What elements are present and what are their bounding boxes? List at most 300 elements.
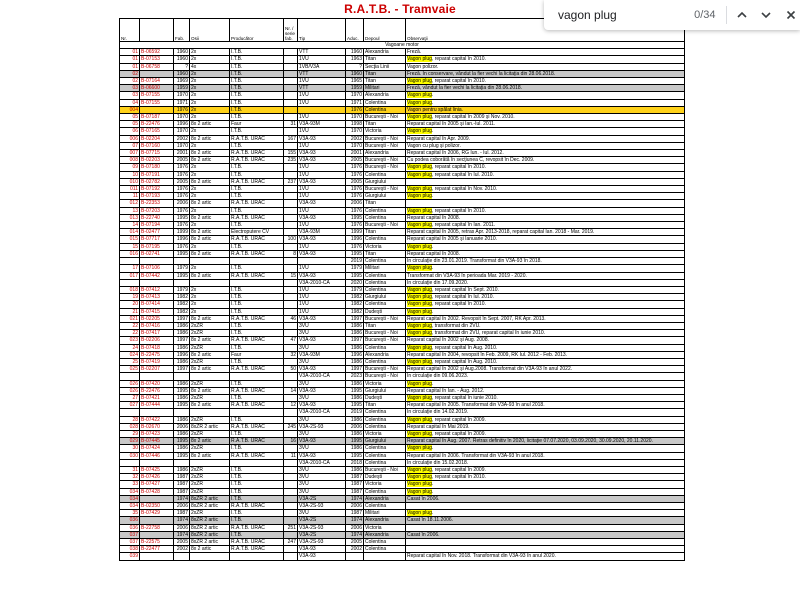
cell-depot: Alexandria	[364, 517, 406, 524]
table-row	[120, 56, 685, 63]
cell-depot: Bucureşti - Noi	[364, 466, 406, 473]
cell-axles: 2x	[190, 70, 230, 77]
table-row	[120, 438, 685, 445]
cell-year-brought: 1976	[346, 222, 364, 229]
cell-observations: Vagon plug, reparat capital în 2009.	[406, 416, 685, 423]
search-match-highlight: Vagon plug	[407, 430, 432, 437]
cell-year-brought: 1976	[346, 193, 364, 200]
cell-year-brought: 1987	[346, 488, 364, 495]
cell-year-brought: 1995	[346, 272, 364, 279]
cell-depot: Colentina	[364, 279, 406, 286]
cell-manufacturer: I.T.B.	[230, 193, 284, 200]
cell-registration-number: B-22353	[140, 200, 174, 207]
cell-manufacturer: R.A.T.B. URAC	[230, 387, 284, 394]
cell-observations: Reparat capital în Nov. 2018. Transformat din V3A-93 în anul 2020.	[406, 553, 685, 560]
cell-manufacturer: R.A.T.B. URAC	[230, 337, 284, 344]
cell-year-brought: 1959	[346, 85, 364, 92]
cell-manufacturer: R.A.T.B. URAC	[230, 539, 284, 546]
cell-manufacturer	[230, 553, 284, 560]
cell-vehicle-type: V3A-93	[298, 236, 346, 243]
cell-depot: Titan	[364, 56, 406, 63]
cell-vehicle-type: V3A-93	[298, 250, 346, 257]
cell-observations: Reparat capital în 2005 şi Ianuarie 2010.	[406, 236, 685, 243]
cell-row-number: 027	[120, 402, 140, 409]
cell-registration-number: B-07164	[140, 78, 174, 85]
cell-build-year: 1997	[174, 366, 190, 373]
cell-manufacturer: I.T.B.	[230, 394, 284, 401]
cell-vehicle-type: V3A-2S-93	[298, 503, 346, 510]
cell-build-year: 1970	[174, 92, 190, 99]
cell-vehicle-type: 3VU	[298, 330, 346, 337]
cell-observations: Casat în 2006.	[406, 531, 685, 538]
cell-manufacturer: I.T.B.	[230, 85, 284, 92]
cell-row-number: 22	[120, 330, 140, 337]
cell-registration-number: B-07192	[140, 186, 174, 193]
cell-depot: Giurgiului	[364, 178, 406, 185]
cell-row-number: 006	[120, 135, 140, 142]
cell-row-number: 33	[120, 481, 140, 488]
cell-depot: Colentina	[364, 358, 406, 365]
cell-registration-number: B-06600	[140, 85, 174, 92]
cell-vehicle-type: V3A-93	[298, 553, 346, 560]
cell-manufacturer: R.A.T.B. URAC	[230, 236, 284, 243]
cell-serial-number	[284, 171, 298, 178]
cell-row-number: 05	[120, 114, 140, 121]
cell-serial-number	[284, 445, 298, 452]
cell-depot: Dudeşti	[364, 394, 406, 401]
cell-axles: 8x 2 artic	[190, 272, 230, 279]
cell-registration-number: B-06758	[140, 63, 174, 70]
cell-serial-number	[284, 358, 298, 365]
cell-depot: Bucureşti - Noi	[364, 330, 406, 337]
table-row	[120, 178, 685, 185]
cell-manufacturer	[230, 279, 284, 286]
table-row	[120, 229, 685, 236]
cell-build-year: 1986	[174, 330, 190, 337]
cell-axles: 8x 2 artic	[190, 452, 230, 459]
cell-manufacturer	[230, 373, 284, 380]
cell-vehicle-type: V3A-93	[298, 315, 346, 322]
find-next-button[interactable]	[757, 4, 776, 26]
cell-year-brought: 1999	[346, 229, 364, 236]
cell-serial-number	[284, 193, 298, 200]
cell-year-brought: ?	[346, 63, 364, 70]
cell-serial-number	[284, 200, 298, 207]
cell-build-year: 1960	[174, 56, 190, 63]
cell-row-number: 017	[120, 272, 140, 279]
cell-serial-number: 16	[284, 438, 298, 445]
cell-row-number	[120, 279, 140, 286]
cell-year-brought: 1982	[346, 301, 364, 308]
cell-row-number: 018	[120, 286, 140, 293]
cell-build-year: 1970	[174, 128, 190, 135]
cell-row-number: 22	[120, 322, 140, 329]
cell-observations: Vagon plug.	[406, 510, 685, 517]
cell-build-year	[174, 373, 190, 380]
find-close-button[interactable]	[781, 4, 800, 26]
cell-registration-number: B-07194	[140, 222, 174, 229]
cell-depot: Colentina	[364, 171, 406, 178]
cell-observations: Vagon plug.	[406, 380, 685, 387]
cell-serial-number	[284, 553, 298, 560]
cell-depot: Alexandria	[364, 351, 406, 358]
cell-year-brought: 2023	[346, 373, 364, 380]
cell-build-year: 1969	[174, 78, 190, 85]
cell-registration-number: B-07445	[140, 438, 174, 445]
cell-axles: 8x 2 artic	[190, 200, 230, 207]
cell-row-number: 20	[120, 301, 140, 308]
cell-year-brought: 1995	[346, 452, 364, 459]
cell-observations: Casat în 18.11.2006.	[406, 517, 685, 524]
cell-serial-number: 50	[284, 366, 298, 373]
cell-observations: Reparat capital în Ian. - Aug. 2012.	[406, 387, 685, 394]
cell-observations: În circulaţie din 17.09.2020.	[406, 279, 685, 286]
cell-manufacturer: I.T.B.	[230, 99, 284, 106]
cell-manufacturer	[230, 258, 284, 265]
cell-depot: Titan	[364, 200, 406, 207]
cell-manufacturer: I.T.B.	[230, 207, 284, 214]
table-row	[120, 78, 685, 85]
find-match-count: 0/34	[694, 9, 716, 21]
cell-vehicle-type: V3A-93	[298, 157, 346, 164]
cell-observations: Reparat capital în 2004, revopsit în Feb. 2009, RK Iul. 2012 - Feb. 2013.	[406, 351, 685, 358]
cell-observations: Vagon plug, reparat capital în Nov. 2010.	[406, 186, 685, 193]
cell-build-year: 1982	[174, 301, 190, 308]
column-header: Osii	[190, 19, 230, 42]
cell-build-year: 2002	[174, 135, 190, 142]
cell-year-brought: 2006	[346, 423, 364, 430]
cell-build-year: 1986	[174, 466, 190, 473]
column-header: Tip	[298, 19, 346, 42]
cell-row-number: 01	[120, 49, 140, 56]
cell-vehicle-type: 3VU	[298, 474, 346, 481]
cell-build-year: 1986	[174, 430, 190, 437]
cell-depot: Titan	[364, 229, 406, 236]
cell-row-number: 004	[120, 106, 140, 113]
cell-row-number: 03	[120, 92, 140, 99]
cell-manufacturer: Faur	[230, 121, 284, 128]
cell-manufacturer: I.T.B.	[230, 344, 284, 351]
cell-year-brought: 1995	[346, 214, 364, 221]
cell-registration-number: B-02205	[140, 315, 174, 322]
cell-vehicle-type: V3A-2010-CA	[298, 279, 346, 286]
cell-registration-number: B-22475	[140, 351, 174, 358]
cell-axles: 2x	[190, 56, 230, 63]
cell-depot: Colentina	[364, 459, 406, 466]
cell-axles: 2x	[190, 243, 230, 250]
cell-vehicle-type: V3A-93	[298, 546, 346, 553]
cell-row-number: 029	[120, 438, 140, 445]
cell-serial-number	[284, 56, 298, 63]
cell-observations: Reparat capital în Aug. 2007. Retras definitiv în 2020, licitaţie 07.07.2020, 03.09.2020, 30.09.2020, 20.11.2020.	[406, 438, 685, 445]
column-header: Depoul	[364, 19, 406, 42]
cell-serial-number	[284, 301, 298, 308]
cell-serial-number	[284, 380, 298, 387]
cell-observations: Vagon plug, reparat capital în Ian. 2011.	[406, 222, 685, 229]
cell-row-number: 13	[120, 207, 140, 214]
cell-manufacturer: R.A.T.B. URAC	[230, 178, 284, 185]
cell-row-number: 037	[120, 539, 140, 546]
table-row	[120, 186, 685, 193]
cell-depot: Giurgiului	[364, 294, 406, 301]
cell-depot: Titan	[364, 250, 406, 257]
search-match-highlight: Vagon plug	[407, 265, 432, 272]
cell-axles: 8x 2 artic	[190, 150, 230, 157]
cell-vehicle-type: 1VU	[298, 128, 346, 135]
cell-vehicle-type: 3VU	[298, 481, 346, 488]
column-header: Fab.	[174, 19, 190, 42]
cell-row-number: 036	[120, 524, 140, 531]
cell-year-brought: 1963	[346, 56, 364, 63]
cell-serial-number	[284, 142, 298, 149]
search-match-highlight: Vagon plug	[407, 186, 432, 193]
cell-axles	[190, 459, 230, 466]
cell-registration-number: B-07414	[140, 301, 174, 308]
column-header: Nr.	[120, 19, 140, 42]
cell-year-brought: 2019	[346, 258, 364, 265]
cell-year-brought: 1987	[346, 481, 364, 488]
cell-row-number: 27	[120, 394, 140, 401]
cell-observations: Transformat din V3A-93 în perioada Mar. 2019 - 2020.	[406, 272, 685, 279]
cell-build-year: 1960	[174, 49, 190, 56]
cell-vehicle-type: V3A-2010-CA	[298, 409, 346, 416]
cell-manufacturer: I.T.B.	[230, 380, 284, 387]
cell-row-number	[120, 373, 140, 380]
cell-year-brought: 1960	[346, 49, 364, 56]
cell-axles: 8x 2 artic	[190, 546, 230, 553]
cell-serial-number	[284, 114, 298, 121]
cell-axles: 2x	[190, 207, 230, 214]
cell-axles	[190, 258, 230, 265]
cell-registration-number: B-07429	[140, 510, 174, 517]
search-match-highlight: Vagon plug	[407, 474, 432, 481]
cell-build-year: 1979	[174, 286, 190, 293]
cell-serial-number	[284, 243, 298, 250]
table-row	[120, 279, 685, 286]
cell-vehicle-type: 1VU	[298, 114, 346, 121]
find-previous-button[interactable]	[732, 4, 751, 26]
cell-serial-number	[284, 474, 298, 481]
cell-build-year: 2001	[174, 150, 190, 157]
cell-axles: 2x	[190, 193, 230, 200]
cell-registration-number	[140, 373, 174, 380]
table-row	[120, 128, 685, 135]
cell-observations: Reparat capital în 2005 şi Ian.-Iul. 2011.	[406, 121, 685, 128]
cell-axles: 4x	[190, 63, 230, 70]
cell-year-brought: 1982	[346, 294, 364, 301]
cell-build-year: 1976	[174, 243, 190, 250]
cell-registration-number	[140, 495, 174, 502]
cell-observations: Vagon polizor.	[406, 63, 685, 70]
find-input[interactable]: vagon plug	[558, 8, 617, 22]
cell-serial-number	[284, 63, 298, 70]
cell-axles: 2xZR	[190, 445, 230, 452]
table-row	[120, 409, 685, 416]
cell-axles: 8x 2 artic	[190, 121, 230, 128]
cell-observations: Vagon plug.	[406, 193, 685, 200]
cell-depot: Giurgiului	[364, 438, 406, 445]
cell-manufacturer: R.A.T.B. URAC	[230, 402, 284, 409]
cell-observations	[406, 178, 685, 185]
cell-manufacturer: I.T.B.	[230, 56, 284, 63]
cell-observations: Vagon plug, reparat capital în 2010.	[406, 56, 685, 63]
cell-depot: Colentina	[364, 416, 406, 423]
cell-year-brought: 1970	[346, 142, 364, 149]
table-row	[120, 394, 685, 401]
cell-observations: Reparat capital în Apr. 2009.	[406, 135, 685, 142]
cell-year-brought: 1974	[346, 517, 364, 524]
cell-row-number: 028	[120, 423, 140, 430]
cell-row-number: 25	[120, 358, 140, 365]
cell-manufacturer: I.T.B.	[230, 488, 284, 495]
cell-build-year	[174, 553, 190, 560]
cell-serial-number	[284, 373, 298, 380]
cell-row-number: 28	[120, 416, 140, 423]
cell-year-brought: 2001	[346, 150, 364, 157]
cell-manufacturer: I.T.B.	[230, 70, 284, 77]
cell-manufacturer: R.A.T.B. URAC	[230, 438, 284, 445]
cell-registration-number: B-22477	[140, 546, 174, 553]
search-match-highlight: Vagon plug	[407, 308, 432, 315]
cell-vehicle-type: 3VU	[298, 416, 346, 423]
cell-vehicle-type: V3A-93	[298, 135, 346, 142]
cell-registration-number: B-07427	[140, 481, 174, 488]
cell-observations: Reparat capital în 2006, RG Iun. - Iul. 2012.	[406, 150, 685, 157]
cell-build-year: 1976	[174, 193, 190, 200]
section-title: Vagoane motor	[120, 42, 685, 49]
cell-depot: Militari	[364, 85, 406, 92]
table-row	[120, 214, 685, 221]
cell-manufacturer: I.T.B.	[230, 474, 284, 481]
cell-vehicle-type: 3VU	[298, 510, 346, 517]
cell-observations: Vagon plug, reparat capital în 2009 şi Nov. 2010.	[406, 114, 685, 121]
cell-axles: 8x 2 artic	[190, 214, 230, 221]
cell-observations: Reparat capital în 2006. Transformat din V3A-93 în anul 2018.	[406, 452, 685, 459]
cell-observations: Vagon plug, reparat capital în Iul. 2010.	[406, 294, 685, 301]
cell-serial-number	[284, 279, 298, 286]
cell-vehicle-type: V3A-93	[298, 387, 346, 394]
cell-year-brought: 1979	[346, 265, 364, 272]
cell-manufacturer: I.T.B.	[230, 286, 284, 293]
cell-row-number	[120, 459, 140, 466]
cell-depot: Colentina	[364, 106, 406, 113]
table-row	[120, 315, 685, 322]
cell-axles: 8x 2 artic	[190, 250, 230, 257]
cell-axles: 8x 2 artic	[190, 236, 230, 243]
fleet-table-container	[119, 18, 685, 561]
cell-depot: Titan	[364, 70, 406, 77]
cell-serial-number	[284, 546, 298, 553]
cell-build-year: 1982	[174, 294, 190, 301]
cell-axles: 8x 2 artic	[190, 387, 230, 394]
cell-registration-number	[140, 531, 174, 538]
cell-row-number: 01	[120, 63, 140, 70]
cell-axles: 2xZR	[190, 510, 230, 517]
cell-manufacturer: Faur	[230, 351, 284, 358]
cell-vehicle-type: V3A-2010-CA	[298, 459, 346, 466]
cell-axles: 8xZR 2 artic	[190, 495, 230, 502]
cell-observations: Vagon plug.	[406, 99, 685, 106]
cell-depot: Alexandria	[364, 150, 406, 157]
cell-manufacturer: I.T.B.	[230, 481, 284, 488]
cell-build-year: 1986	[174, 322, 190, 329]
cell-serial-number: 46	[284, 315, 298, 322]
cell-registration-number: B-07412	[140, 286, 174, 293]
search-match-highlight: Vagon plug	[407, 330, 432, 337]
cell-row-number: 007	[120, 150, 140, 157]
cell-axles: 8xZR 2 artic	[190, 517, 230, 524]
cell-depot: Titan	[364, 402, 406, 409]
cell-row-number: 03	[120, 85, 140, 92]
cell-build-year: 1971	[174, 99, 190, 106]
cell-axles: 8x 2 artic	[190, 315, 230, 322]
column-header: Aduc.	[346, 19, 364, 42]
cell-manufacturer: I.T.B.	[230, 171, 284, 178]
cell-depot: Colentina	[364, 445, 406, 452]
cell-manufacturer: R.A.T.B. URAC	[230, 272, 284, 279]
table-row	[120, 481, 685, 488]
cell-year-brought: 2006	[346, 200, 364, 207]
cell-build-year: 1976	[174, 164, 190, 171]
table-row	[120, 546, 685, 553]
cell-depot: Colentina	[364, 301, 406, 308]
cell-depot	[364, 553, 406, 560]
search-match-highlight: Vagon plug	[407, 344, 432, 351]
cell-vehicle-type: 1VU	[298, 265, 346, 272]
cell-manufacturer: I.T.B.	[230, 294, 284, 301]
table-row	[120, 150, 685, 157]
cell-serial-number: 12	[284, 402, 298, 409]
cell-build-year: 2005	[174, 539, 190, 546]
cell-observations: Vagon plug, reparat capital în 2010.	[406, 301, 685, 308]
search-match-highlight: Vagon plug	[407, 294, 432, 301]
cell-vehicle-type: V3A-93M	[298, 121, 346, 128]
cell-year-brought: 1976	[346, 106, 364, 113]
cell-depot: Colentina	[364, 409, 406, 416]
cell-build-year: 2006	[174, 200, 190, 207]
search-match-highlight: Vagon plug	[407, 78, 432, 85]
cell-axles: 8xZR 2 artic	[190, 503, 230, 510]
search-match-highlight: Vagon plug	[407, 488, 432, 495]
cell-serial-number	[284, 459, 298, 466]
table-row	[120, 474, 685, 481]
cell-manufacturer: R.A.T.B. URAC	[230, 200, 284, 207]
table-row	[120, 121, 685, 128]
cell-depot: Colentina	[364, 258, 406, 265]
cell-depot: Victoria	[364, 481, 406, 488]
cell-observations: Vagon plug, reparat capital în 2010.	[406, 164, 685, 171]
table-row	[120, 344, 685, 351]
cell-axles: 8x 2 artic	[190, 402, 230, 409]
cell-year-brought: 1970	[346, 114, 364, 121]
cell-year-brought: 2006	[346, 524, 364, 531]
cell-vehicle-type: V3A-93	[298, 272, 346, 279]
cell-build-year: 1976	[174, 222, 190, 229]
cell-build-year: 2006	[174, 423, 190, 430]
cell-manufacturer: I.T.B.	[230, 510, 284, 517]
cell-serial-number	[284, 258, 298, 265]
cell-registration-number: B-06592	[140, 49, 174, 56]
cell-row-number: 010	[120, 178, 140, 185]
cell-row-number: 021	[120, 315, 140, 322]
cell-build-year: 1970	[174, 114, 190, 121]
table-row	[120, 503, 685, 510]
cell-build-year: 1976	[174, 106, 190, 113]
cell-registration-number: B-07418	[140, 344, 174, 351]
table-row	[120, 301, 685, 308]
cell-depot: Colentina	[364, 539, 406, 546]
cell-manufacturer: R.A.T.B. URAC	[230, 423, 284, 430]
